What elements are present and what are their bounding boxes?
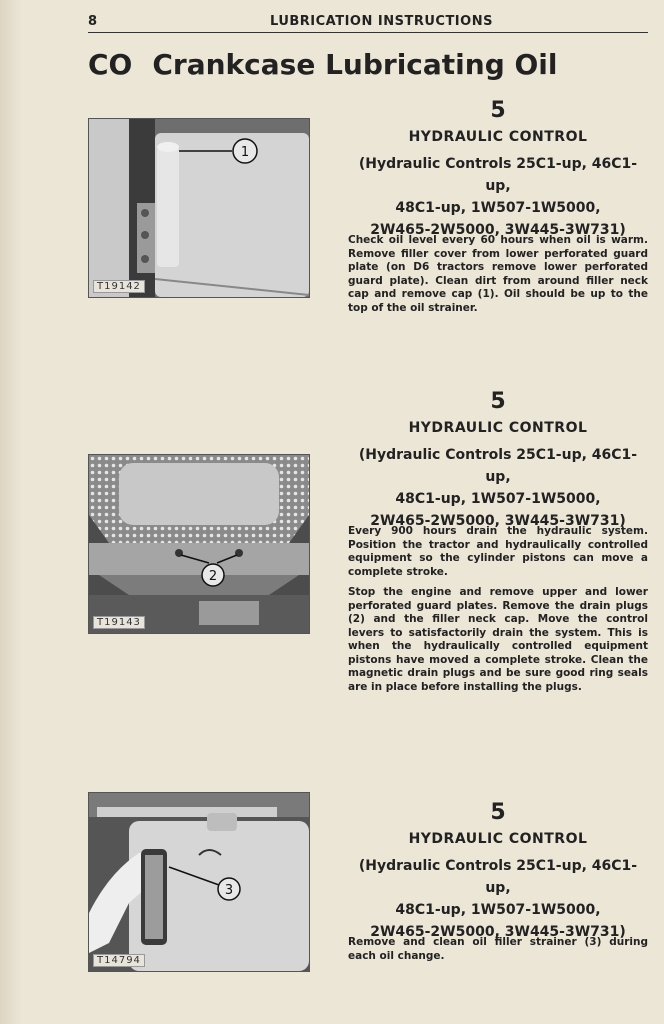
- callout-3-text: 3: [224, 883, 234, 898]
- section-heading: HYDRAULIC CONTROL: [408, 831, 588, 847]
- photo-3-illustration: [89, 793, 309, 971]
- photo-filler-cover: [88, 118, 310, 298]
- model-line: (Hydraulic Controls 25C1-up, 46C1-up,: [358, 858, 638, 896]
- section-3-paragraph: Remove and clean oil filler strainer (3) during each oil change.: [348, 936, 648, 962]
- model-line: 48C1-up, 1W507-1W5000,: [395, 902, 601, 918]
- section-2-heading-block: [348, 389, 648, 532]
- page-number: 8: [88, 14, 98, 29]
- model-line: (Hydraulic Controls 25C1-up, 46C1-up,: [358, 156, 638, 194]
- section-heading: HYDRAULIC CONTROL: [408, 129, 588, 145]
- section-1-paragraph: Check oil level every 60 hours when oil is warm. Remove filler cover from lower perforated guard plate (on D6 tractors remove lower perforated guard plate). Clean dirt from around filler neck cap and remove cap (1). Oil should be up to the top of the oil strainer.: [348, 234, 648, 314]
- section-2-paragraph-2: Stop the engine and remove upper and lower perforated guard plates. Remove the drain plugs (2) and the filler neck cap. Move the control levers to satisfactorily drain the system. This is when the hydraulically controlled equipment pistons have moved a complete stroke. Clean the magnetic drain plugs and be sure good ring seals are in place before installing the plugs.: [348, 586, 648, 693]
- section-number: 5: [490, 98, 506, 123]
- photo-label: T14794: [93, 954, 145, 967]
- model-line: 2W465-2W5000, 3W445-3W731): [370, 924, 626, 940]
- section-number: 5: [490, 800, 506, 825]
- model-line: (Hydraulic Controls 25C1-up, 46C1-up,: [358, 447, 638, 485]
- model-list: [348, 855, 648, 943]
- model-list: [348, 444, 648, 532]
- photo-label: T19142: [93, 280, 145, 293]
- photo-1-illustration: [89, 119, 309, 297]
- section-number: 5: [490, 389, 506, 414]
- section-1-heading-block: [348, 98, 648, 241]
- model-line: 48C1-up, 1W507-1W5000,: [395, 200, 601, 216]
- model-line: 2W465-2W5000, 3W445-3W731): [370, 513, 626, 529]
- model-line: 2W465-2W5000, 3W445-3W731): [370, 222, 626, 238]
- photo-label: T19143: [93, 616, 145, 629]
- header-title: LUBRICATION INSTRUCTIONS: [270, 14, 493, 29]
- photo-2-illustration: [89, 455, 309, 633]
- section-code: CO: [88, 48, 133, 81]
- section-2-paragraph-1: Every 900 hours drain the hydraulic system. Position the tractor and hydraulically controlled equipment so the cylinder pistons can move a complete stroke.: [348, 525, 648, 578]
- callout-1-text: 1: [240, 145, 250, 160]
- page-edge: [0, 0, 22, 1024]
- callout-2-text: 2: [208, 569, 218, 584]
- model-line: 48C1-up, 1W507-1W5000,: [395, 491, 601, 507]
- photo-drain-plugs: [88, 454, 310, 634]
- page-title: [88, 48, 648, 81]
- section-heading: HYDRAULIC CONTROL: [408, 420, 588, 436]
- page-title-text: Crankcase Lubricating Oil: [152, 48, 558, 81]
- model-list: [348, 153, 648, 241]
- page-header: [88, 14, 648, 33]
- photo-filler-strainer: [88, 792, 310, 972]
- section-3-heading-block: [348, 800, 648, 943]
